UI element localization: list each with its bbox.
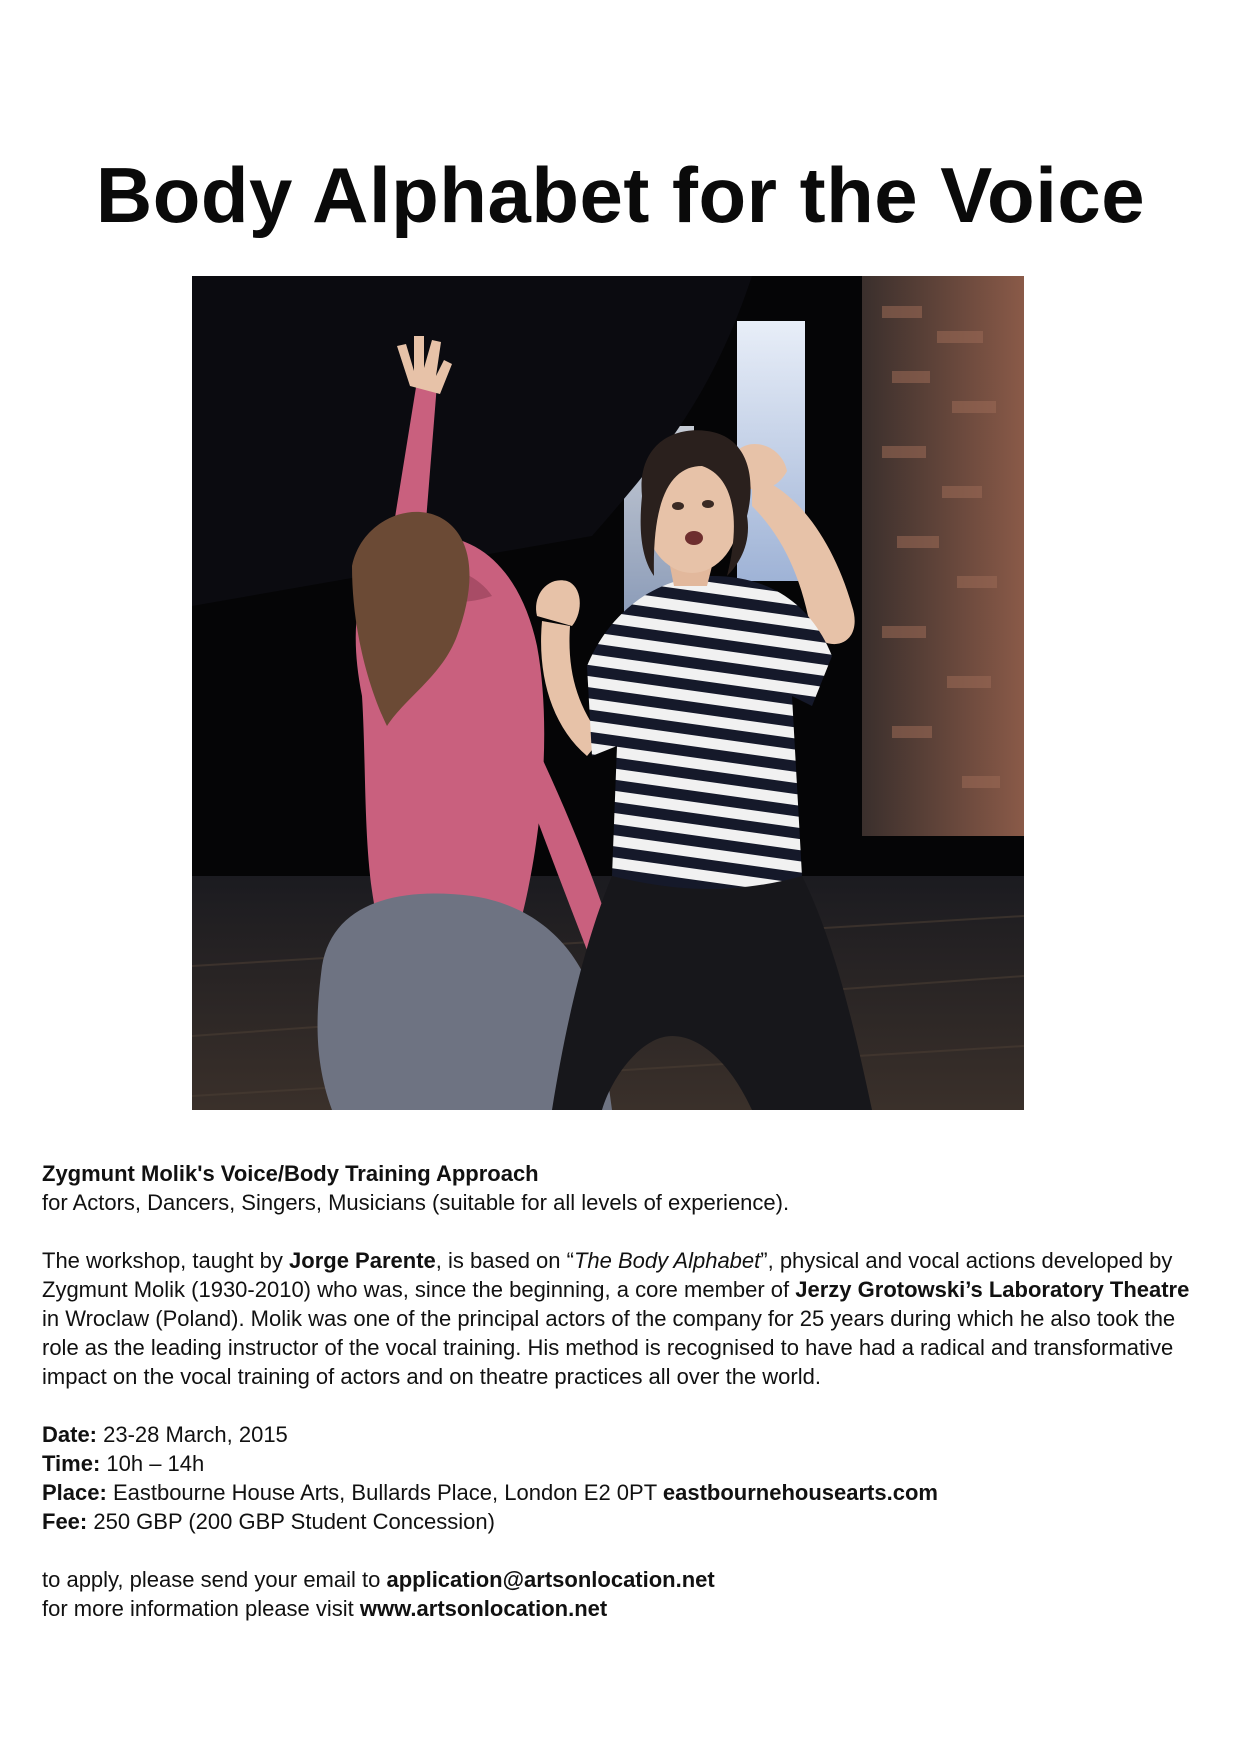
application-email-link[interactable]: application@artsonlocation.net [386, 1567, 715, 1592]
date-value: 23-28 March, 2015 [97, 1422, 288, 1447]
audience-line: for Actors, Dancers, Singers, Musicians (suitable for all levels of experience). [42, 1190, 790, 1215]
teacher-name: Jorge Parente [289, 1248, 436, 1273]
venue-website-link[interactable]: eastbournehousearts.com [662, 1480, 938, 1505]
place-label: Place: [42, 1480, 107, 1505]
place-line [42, 1478, 1212, 1507]
time-label: Time: [42, 1451, 101, 1476]
theatre-name: Jerzy Grotowski’s Laboratory Theatre [795, 1277, 1190, 1302]
workshop-info [42, 1159, 1212, 1623]
apply-line [42, 1565, 1212, 1594]
apply-text: to apply, please send your email to [42, 1567, 387, 1592]
description-paragraph [42, 1246, 1212, 1391]
page-title: Body Alphabet for the Voice [95, 151, 1146, 240]
description-text: ”, physical and vocal actions developed by Zygmunt Molik (1930-2010) who was, since the beginning, a core member of [42, 1248, 1173, 1302]
fee-value: 250 GBP (200 GBP Student Concession) [87, 1509, 495, 1534]
description-text: , is based on “ [435, 1248, 574, 1273]
time-line [42, 1449, 1212, 1478]
place-value: Eastbourne House Arts, Bullards Place, London E2 0PT [106, 1480, 663, 1505]
method-name: The Body Alphabet [573, 1248, 761, 1273]
info-text: for more information please visit [42, 1596, 360, 1621]
fee-label: Fee: [42, 1509, 88, 1534]
website-link[interactable]: www.artsonlocation.net [359, 1596, 608, 1621]
description-text: The workshop, taught by [42, 1248, 290, 1273]
date-label: Date: [42, 1422, 98, 1447]
fee-line [42, 1507, 1212, 1536]
workshop-photo [192, 276, 1024, 1110]
date-line [42, 1420, 1212, 1449]
time-value: 10h – 14h [100, 1451, 205, 1476]
workshop-heading: Zygmunt Molik's Voice/Body Training Approach [42, 1161, 539, 1186]
description-text: in Wroclaw (Poland). Molik was one of the principal actors of the company for 25 years during which he also took the role as the leading instructor of the vocal training. His method is recognised to have had a radical and transformative impact on the vocal training of actors and on theatre practices all over the world. [42, 1306, 1176, 1389]
info-line [42, 1594, 1212, 1623]
